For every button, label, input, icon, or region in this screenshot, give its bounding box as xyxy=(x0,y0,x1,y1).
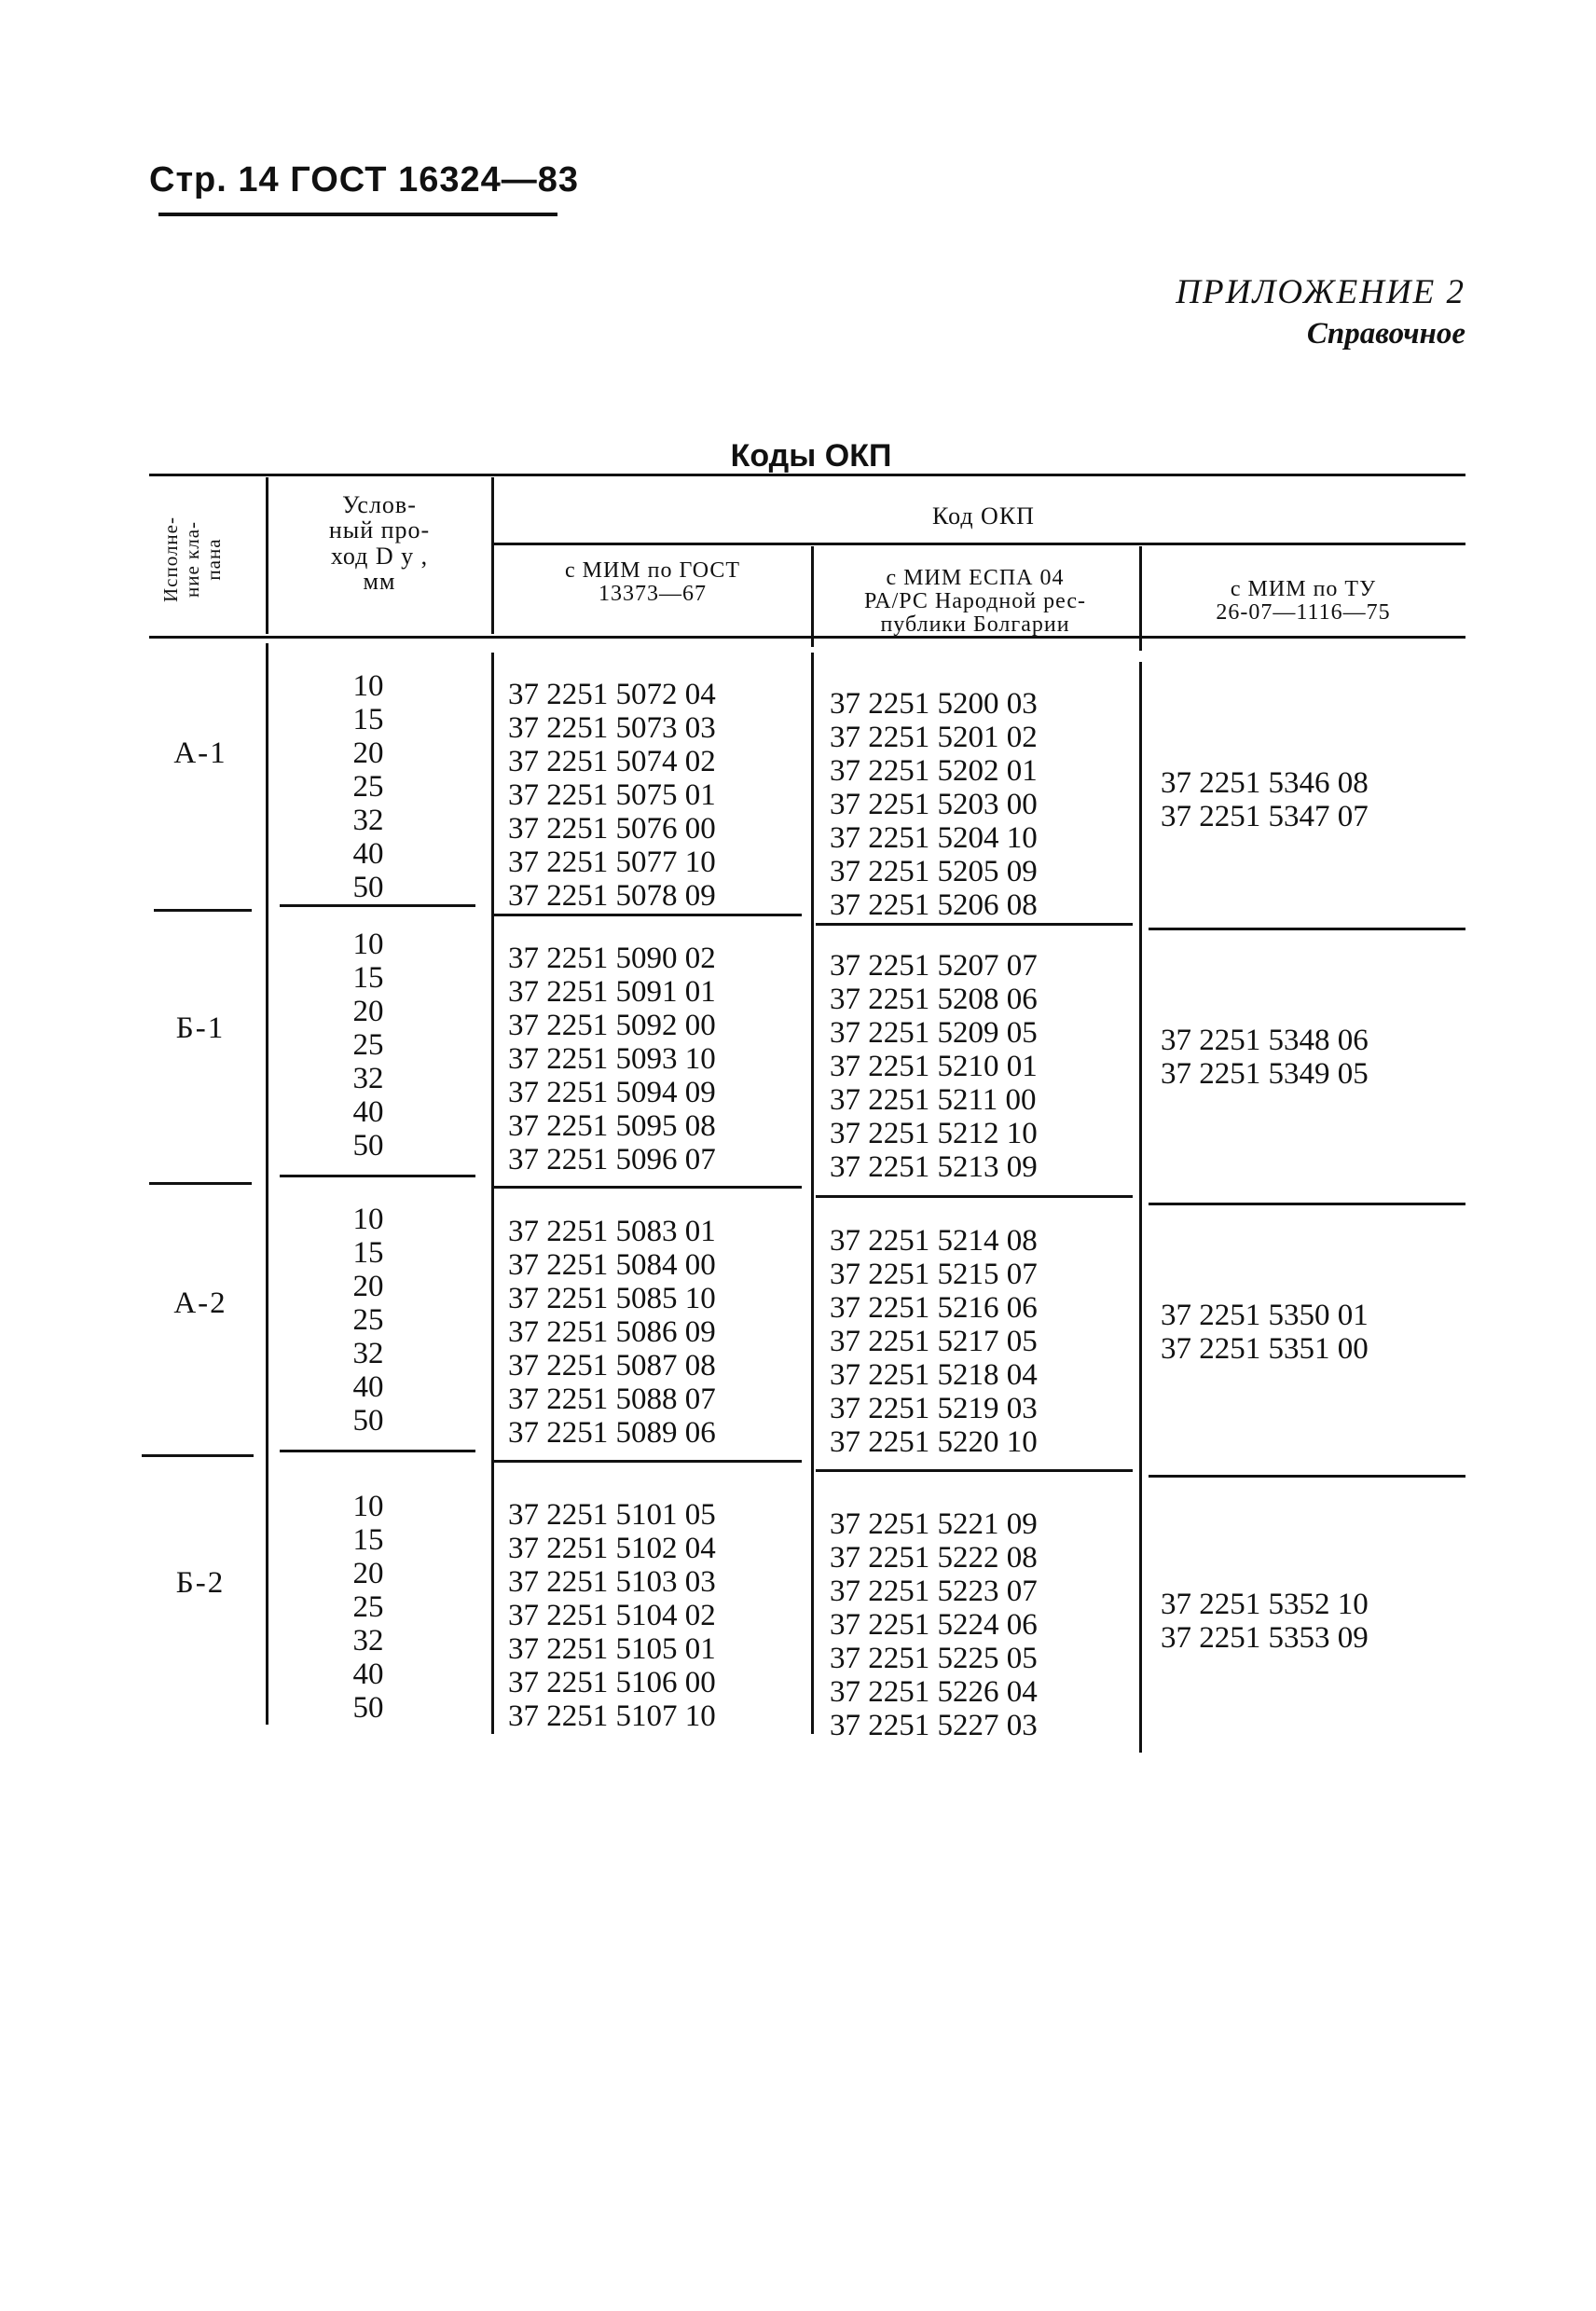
espa-code: 37 2251 5202 01 xyxy=(830,754,1038,788)
espa-code: 37 2251 5205 09 xyxy=(830,855,1038,888)
table-head-bottom-rule xyxy=(149,636,1465,639)
group-sep-variant-1 xyxy=(154,909,252,912)
header-underline xyxy=(158,213,557,216)
gost-code: 37 2251 5077 10 xyxy=(508,846,716,879)
diameter-cell: 50 xyxy=(352,1691,384,1725)
diameter-cell: 15 xyxy=(352,1523,384,1557)
diameter-cell: 15 xyxy=(352,703,384,736)
variant-label: А-1 xyxy=(173,736,227,770)
espa-code-list xyxy=(830,949,1038,1184)
diameter-cell: 40 xyxy=(352,837,384,871)
espa-code: 37 2251 5224 06 xyxy=(830,1608,1038,1642)
appendix-subtitle: Справочное xyxy=(1306,317,1465,351)
espa-code: 37 2251 5200 03 xyxy=(830,687,1038,721)
gost-code: 37 2251 5093 10 xyxy=(508,1042,716,1076)
table-top-rule xyxy=(149,474,1465,476)
group-sep-espa-2 xyxy=(816,1195,1133,1198)
tu-code: 37 2251 5348 06 xyxy=(1161,1024,1369,1057)
espa-code: 37 2251 5204 10 xyxy=(830,821,1038,855)
espa-code: 37 2251 5216 06 xyxy=(830,1291,1038,1325)
okp-group-rule xyxy=(494,543,1465,545)
tu-code-list xyxy=(1161,1299,1369,1366)
gost-code: 37 2251 5074 02 xyxy=(508,745,716,778)
gost-code: 37 2251 5073 03 xyxy=(508,711,716,745)
tu-code: 37 2251 5353 09 xyxy=(1161,1621,1369,1655)
espa-code-list xyxy=(830,687,1038,922)
gost-code: 37 2251 5083 01 xyxy=(508,1215,716,1248)
espa-code: 37 2251 5222 08 xyxy=(830,1541,1038,1575)
gost-code: 37 2251 5096 07 xyxy=(508,1143,716,1176)
diameter-cell: 15 xyxy=(352,961,384,995)
espa-code: 37 2251 5220 10 xyxy=(830,1425,1038,1459)
tu-code-list xyxy=(1161,766,1369,833)
diameter-cell: 25 xyxy=(352,770,384,804)
diameter-cell: 32 xyxy=(352,1337,384,1370)
gost-code: 37 2251 5101 05 xyxy=(508,1498,716,1532)
gost-code: 37 2251 5090 02 xyxy=(508,942,716,975)
gost-code: 37 2251 5091 01 xyxy=(508,975,716,1009)
gost-code: 37 2251 5095 08 xyxy=(508,1109,716,1143)
espa-code: 37 2251 5203 00 xyxy=(830,788,1038,821)
espa-code-list xyxy=(830,1224,1038,1459)
gost-code: 37 2251 5072 04 xyxy=(508,678,716,711)
body-divider-1 xyxy=(266,643,268,1725)
gost-code: 37 2251 5107 10 xyxy=(508,1699,716,1733)
espa-code: 37 2251 5207 07 xyxy=(830,949,1038,983)
diameter-cell: 25 xyxy=(352,1028,384,1062)
espa-code: 37 2251 5217 05 xyxy=(830,1325,1038,1358)
diameter-list xyxy=(312,1203,424,1437)
espa-code: 37 2251 5208 06 xyxy=(830,983,1038,1016)
gost-code-list xyxy=(508,1498,716,1733)
appendix-title: ПРИЛОЖЕНИЕ 2 xyxy=(1176,273,1465,311)
diameter-cell: 32 xyxy=(352,1624,384,1658)
diameter-cell: 20 xyxy=(352,736,384,770)
diameter-cell: 15 xyxy=(352,1236,384,1270)
page-header: Стр. 14 ГОСТ 16324—83 xyxy=(149,160,580,199)
group-sep-diam-1 xyxy=(280,904,475,907)
espa-code: 37 2251 5226 04 xyxy=(830,1675,1038,1709)
diameter-cell: 40 xyxy=(352,1658,384,1691)
tu-code-list xyxy=(1161,1588,1369,1655)
head-divider-3 xyxy=(811,546,814,647)
group-sep-espa-1 xyxy=(816,923,1133,926)
diameter-cell: 25 xyxy=(352,1590,384,1624)
espa-code: 37 2251 5227 03 xyxy=(830,1709,1038,1742)
column-header-diameter: Услов- ный про- ход D y , мм xyxy=(328,491,431,595)
tu-code: 37 2251 5349 05 xyxy=(1161,1057,1369,1091)
diameter-cell: 10 xyxy=(352,1203,384,1236)
tu-code: 37 2251 5346 08 xyxy=(1161,766,1369,800)
gost-code: 37 2251 5092 00 xyxy=(508,1009,716,1042)
variant-label: Б-1 xyxy=(175,1011,226,1045)
head-divider-4 xyxy=(1139,546,1142,651)
tu-code: 37 2251 5352 10 xyxy=(1161,1588,1369,1621)
diameter-cell: 32 xyxy=(352,804,384,837)
diameter-cell: 20 xyxy=(352,1557,384,1590)
body-divider-3 xyxy=(811,653,814,1734)
column-header-variant: Исполне- ние кла- пана xyxy=(159,516,226,602)
diameter-cell: 50 xyxy=(352,1129,384,1162)
gost-code-list xyxy=(508,1215,716,1450)
espa-code: 37 2251 5219 03 xyxy=(830,1392,1038,1425)
table-title: Коды ОКП xyxy=(730,438,892,474)
espa-code: 37 2251 5221 09 xyxy=(830,1507,1038,1541)
espa-code: 37 2251 5201 02 xyxy=(830,721,1038,754)
diameter-list xyxy=(312,1490,424,1725)
gost-code: 37 2251 5076 00 xyxy=(508,812,716,846)
tu-code: 37 2251 5350 01 xyxy=(1161,1299,1369,1332)
gost-code: 37 2251 5106 00 xyxy=(508,1666,716,1699)
espa-code: 37 2251 5206 08 xyxy=(830,888,1038,922)
gost-code-list xyxy=(508,942,716,1176)
group-sep-diam-2 xyxy=(280,1175,475,1177)
column-header-espa: с МИМ ЕСПА 04 РА/РС Народной рес- публики Болгарии xyxy=(863,566,1086,638)
group-sep-tu-3 xyxy=(1149,1475,1465,1478)
group-sep-diam-3 xyxy=(280,1450,475,1452)
gost-code: 37 2251 5102 04 xyxy=(508,1532,716,1565)
espa-code: 37 2251 5211 00 xyxy=(830,1083,1037,1117)
tu-code: 37 2251 5347 07 xyxy=(1161,800,1369,833)
gost-code: 37 2251 5094 09 xyxy=(508,1076,716,1109)
head-divider-1 xyxy=(266,477,268,634)
column-header-okp: Код ОКП xyxy=(932,502,1035,530)
tu-code: 37 2251 5351 00 xyxy=(1161,1332,1369,1366)
espa-code: 37 2251 5214 08 xyxy=(830,1224,1038,1258)
variant-label: А-2 xyxy=(173,1286,227,1320)
group-sep-variant-2 xyxy=(149,1182,252,1185)
gost-code: 37 2251 5075 01 xyxy=(508,778,716,812)
group-sep-tu-1 xyxy=(1149,928,1465,930)
group-sep-gost-1 xyxy=(494,914,802,916)
group-sep-gost-3 xyxy=(494,1460,802,1463)
espa-code: 37 2251 5225 05 xyxy=(830,1642,1038,1675)
diameter-cell: 20 xyxy=(352,1270,384,1303)
diameter-cell: 50 xyxy=(352,871,384,904)
gost-code-list xyxy=(508,678,716,913)
body-divider-2 xyxy=(491,653,494,1734)
espa-code: 37 2251 5215 07 xyxy=(830,1258,1038,1291)
diameter-cell: 20 xyxy=(352,995,384,1028)
espa-code: 37 2251 5218 04 xyxy=(830,1358,1038,1392)
diameter-list xyxy=(312,669,424,904)
diameter-cell: 40 xyxy=(352,1370,384,1404)
espa-code: 37 2251 5212 10 xyxy=(830,1117,1038,1150)
column-header-tu: с МИМ по ТУ 26-07—1116—75 xyxy=(1216,577,1391,626)
diameter-cell: 10 xyxy=(352,669,384,703)
group-sep-variant-3 xyxy=(142,1454,254,1457)
diameter-cell: 50 xyxy=(352,1404,384,1437)
gost-code: 37 2251 5087 08 xyxy=(508,1349,716,1382)
gost-code: 37 2251 5078 09 xyxy=(508,879,716,913)
gost-code: 37 2251 5104 02 xyxy=(508,1599,716,1632)
group-sep-gost-2 xyxy=(494,1186,802,1189)
espa-code: 37 2251 5223 07 xyxy=(830,1575,1038,1608)
column-header-gost: с МИМ по ГОСТ 13373—67 xyxy=(564,558,741,607)
gost-code: 37 2251 5105 01 xyxy=(508,1632,716,1666)
diameter-list xyxy=(312,928,424,1162)
gost-code: 37 2251 5089 06 xyxy=(508,1416,716,1450)
espa-code-list xyxy=(830,1507,1038,1742)
body-divider-4 xyxy=(1139,662,1142,1753)
diameter-cell: 40 xyxy=(352,1095,384,1129)
espa-code: 37 2251 5213 09 xyxy=(830,1150,1038,1184)
gost-code: 37 2251 5085 10 xyxy=(508,1282,716,1315)
head-divider-2 xyxy=(491,477,494,634)
diameter-cell: 10 xyxy=(352,1490,384,1523)
diameter-cell: 10 xyxy=(352,928,384,961)
group-sep-espa-3 xyxy=(816,1469,1133,1472)
gost-code: 37 2251 5103 03 xyxy=(508,1565,716,1599)
variant-label: Б-2 xyxy=(175,1566,226,1600)
diameter-cell: 25 xyxy=(352,1303,384,1337)
gost-code: 37 2251 5086 09 xyxy=(508,1315,716,1349)
gost-code: 37 2251 5088 07 xyxy=(508,1382,716,1416)
tu-code-list xyxy=(1161,1024,1369,1091)
gost-code: 37 2251 5084 00 xyxy=(508,1248,716,1282)
diameter-cell: 32 xyxy=(352,1062,384,1095)
espa-code: 37 2251 5209 05 xyxy=(830,1016,1038,1050)
group-sep-tu-2 xyxy=(1149,1203,1465,1205)
espa-code: 37 2251 5210 01 xyxy=(830,1050,1038,1083)
